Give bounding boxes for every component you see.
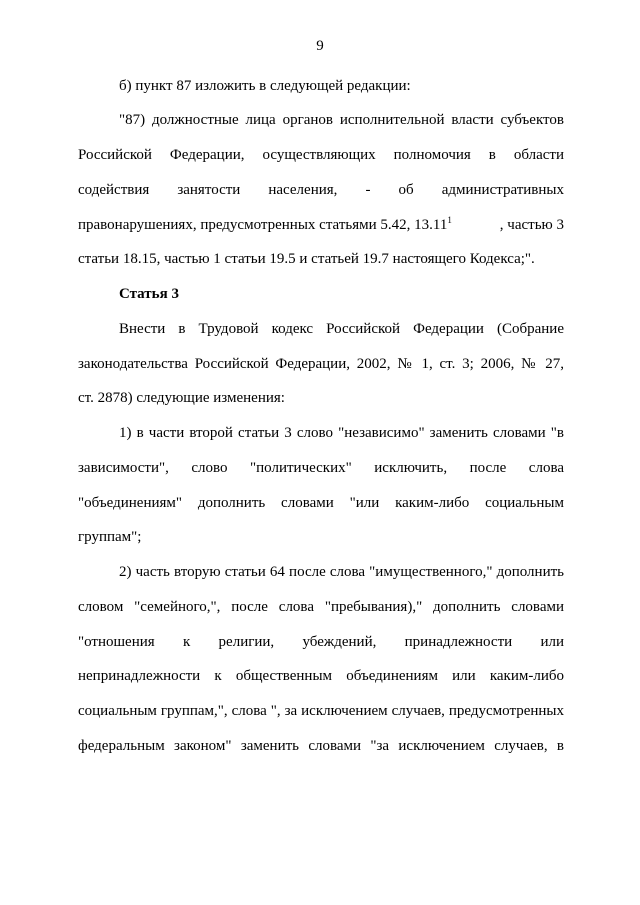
- paragraph-line: Внести в Трудовой кодекс Российской Федерации (Собрание: [119, 321, 564, 337]
- paragraph-line: 1) в части второй статьи 3 слово "независимо" заменить словами "в: [119, 425, 564, 441]
- page-number: 9: [316, 38, 324, 54]
- paragraph-line: законодательства Российской Федерации, 2002, № 1, ст. 3; 2006, № 27,: [78, 356, 564, 372]
- paragraph-line: непринадлежности к общественным объединениям или каким-либо: [78, 668, 564, 684]
- paragraph-line: словом "семейного,", после слова "пребывания)," дополнить словами: [78, 599, 564, 615]
- paragraph-line: группам";: [78, 529, 142, 545]
- paragraph-line: "87) должностные лица органов исполнительной власти субъектов: [119, 112, 564, 128]
- paragraph-line: федеральным законом" заменить словами "за исключением случаев, в: [78, 738, 564, 754]
- paragraph-line-part: , частью 3: [499, 217, 564, 233]
- paragraph-line: ст. 2878) следующие изменения:: [78, 390, 285, 406]
- paragraph-line: социальным группам,", слова ", за исключением случаев, предусмотренных: [78, 703, 564, 719]
- amendment-b-intro: б) пункт 87 изложить в следующей редакции:: [119, 78, 411, 94]
- article-heading: Статья 3: [119, 286, 179, 302]
- paragraph-line: зависимости", слово "политических" исключить, после слова: [78, 460, 564, 476]
- paragraph-line: Российской Федерации, осуществляющих полномочия в области: [78, 147, 564, 163]
- paragraph-line-with-footnote: [78, 216, 564, 234]
- paragraph-line-part: правонарушениях, предусмотренных статьями 5.42, 13.11: [78, 217, 448, 233]
- paragraph-line: 2) часть вторую статьи 64 после слова "имущественного," дополнить: [119, 564, 564, 580]
- paragraph-line: статьи 18.15, частью 1 статьи 19.5 и статьей 19.7 настоящего Кодекса;".: [78, 251, 535, 267]
- paragraph-line: содействия занятости населения, - об административных: [78, 182, 564, 198]
- paragraph-line: "отношения к религии, убеждений, принадлежности или: [78, 634, 564, 650]
- footnote-mark: 1: [447, 215, 452, 225]
- paragraph-line: "объединениям" дополнить словами "или каким-либо социальным: [78, 495, 564, 511]
